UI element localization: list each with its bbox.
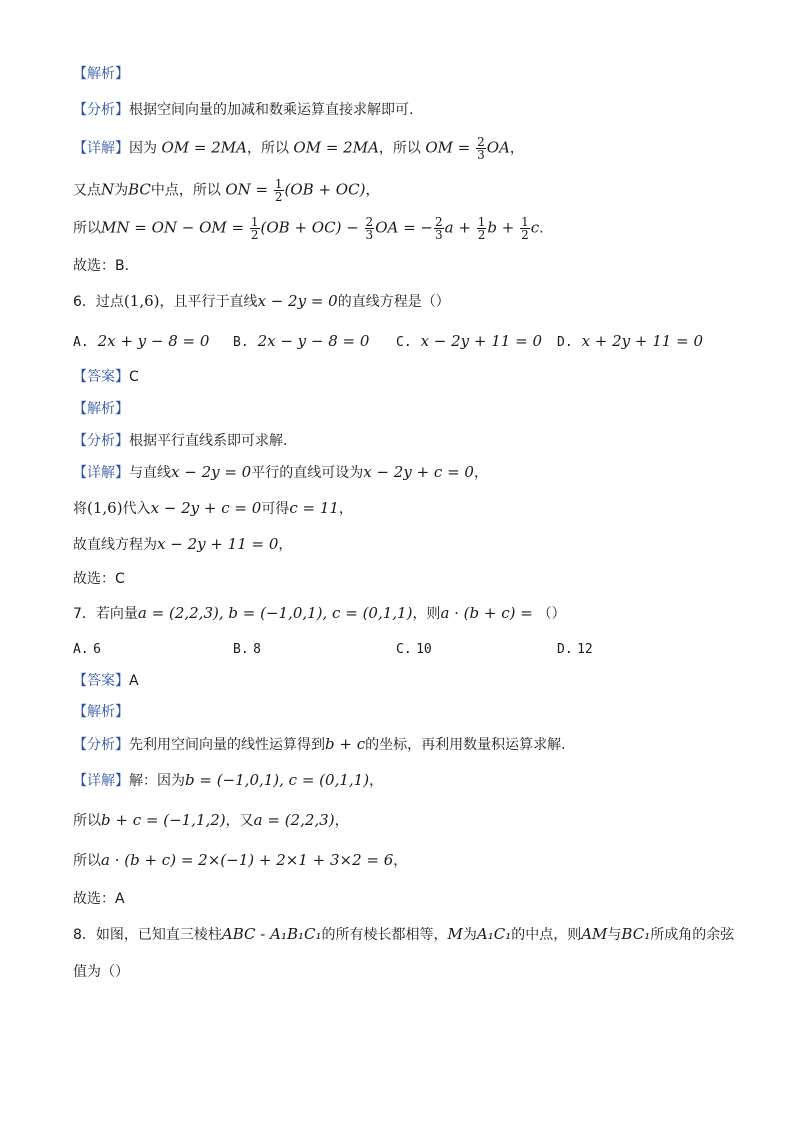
q8-stem-prism: ABC - A₁B₁C₁ <box>221 925 322 943</box>
q5-l1-text-b: ，所以 <box>246 140 289 157</box>
q5-l3-eq-a: MN = ON − OM = <box>101 218 249 237</box>
q7-l3-b: ， <box>393 853 408 869</box>
q5-l1-eq1: OM = 2MA <box>161 138 247 157</box>
q5-l3-eq-b: (OB + OC) − <box>260 218 364 237</box>
q6-l3-eq: x − 2y + 11 = 0 <box>157 535 279 553</box>
q5-detail-line-1 <box>73 136 524 161</box>
q5-l2-text-b: 为 <box>114 182 129 199</box>
q6-answer <box>73 367 139 387</box>
q7-l1-b: ， <box>369 773 384 789</box>
q8-stem-f: 所成角的余弦 <box>650 927 735 943</box>
q6-option-c[interactable] <box>396 331 542 353</box>
q8-stem-line-1 <box>73 924 734 945</box>
q6-l2-pt: (1,6) <box>87 499 123 517</box>
q5-jiexi-tag: 【解析】 <box>73 66 129 82</box>
q5-l1-text-c: ，所以 <box>378 140 421 157</box>
q6-l2-d: ， <box>338 501 353 517</box>
q7-option-a[interactable] <box>73 639 101 660</box>
option-label: B. <box>233 335 249 350</box>
q5-fenxi-text: 根据空间向量的加减和数乘运算直接求解即可. <box>129 102 414 118</box>
q5-l3-end: . <box>539 220 544 237</box>
q5-l2-text-c: 中点，所以 <box>150 182 221 199</box>
q6-option-a[interactable] <box>73 331 209 353</box>
q7-fenxi-line <box>73 734 566 755</box>
q7-answer-value: A <box>129 673 139 689</box>
q7-l2-a: 所以 <box>73 813 101 829</box>
q5-l2-n: N <box>101 180 115 199</box>
option-expr: x + 2y + 11 = 0 <box>581 332 703 350</box>
q6-l2-eq2: c = 11 <box>289 499 339 517</box>
frac-num: 1 <box>477 215 486 229</box>
q7-l2-eq2: a = (2,2,3) <box>253 811 335 829</box>
q5-l3-eq-c: OA = − <box>375 218 433 237</box>
q6-answer-value: C <box>129 369 139 385</box>
option-expr: 8 <box>253 642 261 657</box>
q5-l2-eq: ON = <box>225 180 273 199</box>
q8-stem-b: 的所有棱长都相等， <box>321 927 448 943</box>
frac-num: 1 <box>250 215 259 229</box>
option-label: C. <box>396 642 412 657</box>
q6-answer-tag: 【答案】 <box>73 369 129 385</box>
q6-guxuan: 故选：C <box>73 571 125 587</box>
q6-detail-line-2 <box>73 498 353 519</box>
q6-l1-eq2: x − 2y + c = 0 <box>363 463 474 481</box>
q8-stem-line-2: 值为（） <box>73 964 129 980</box>
q5-l1-text-a: 因为 <box>129 140 157 157</box>
q5-l3-frac5 <box>520 216 530 241</box>
q8-stem-a: 8．如图，已知直三棱柱 <box>73 927 222 943</box>
q8-stem-c: 为 <box>462 927 477 943</box>
q8-stem-am: AM <box>581 925 608 943</box>
frac-den: 3 <box>477 148 485 162</box>
q5-l1-eq3b: OA <box>486 138 510 157</box>
q7-stem-eq2: a · (b + c) = <box>440 604 538 622</box>
option-label: A. <box>73 335 89 350</box>
q6-option-d[interactable] <box>557 331 703 353</box>
q8-stem-d: 的中点，则 <box>511 927 582 943</box>
q7-answer <box>73 671 139 691</box>
q6-stem-c: 的直线方程是（） <box>337 294 450 310</box>
q7-l2-c: ， <box>334 813 349 829</box>
frac-den: 3 <box>365 228 374 242</box>
q7-l2-eq: b + c = (−1,1,2) <box>101 811 226 829</box>
q6-l2-eq: x − 2y + c = 0 <box>150 499 262 517</box>
q6-l1-b: 平行的直线可设为 <box>251 465 364 481</box>
q6-l2-c: 可得 <box>261 501 290 517</box>
q6-fenxi-line <box>73 431 287 451</box>
frac-den: 2 <box>250 228 259 242</box>
q8-stem-a1c1: A₁C₁ <box>476 925 512 943</box>
q5-l3-text-a: 所以 <box>73 220 101 237</box>
q7-fenxi-a: 先利用空间向量的线性运算得到 <box>129 737 325 753</box>
frac-num: 1 <box>274 177 283 191</box>
q7-fenxi-b: 的坐标，再利用数量积运算求解. <box>365 737 566 753</box>
q5-l3-eq-d: a + <box>444 218 476 237</box>
q6-detail-line-3 <box>73 534 292 555</box>
q6-fenxi-tag: 【分析】 <box>73 433 129 449</box>
q5-xiangjie-tag: 【详解】 <box>73 140 129 157</box>
q5-fenxi-line <box>73 100 413 120</box>
q6-stem-b: ，且平行于直线 <box>159 294 258 310</box>
q7-l3-eq: a · (b + c) = 2×(−1) + 2×1 + 3×2 = 6 <box>101 851 394 869</box>
q5-l3-frac4 <box>477 216 487 241</box>
option-expr: 2x + y − 8 = 0 <box>97 332 210 350</box>
q7-option-c[interactable] <box>396 639 432 660</box>
q7-answer-tag: 【答案】 <box>73 673 129 689</box>
q6-xiangjie-tag: 【详解】 <box>73 465 129 481</box>
q5-l2-eq-b: (OB + OC) <box>284 180 366 199</box>
q7-jiexi-tag: 【解析】 <box>73 704 129 720</box>
option-expr: 12 <box>577 642 593 657</box>
q6-l2-a: 将 <box>73 501 87 517</box>
q5-l3-frac1 <box>250 216 260 241</box>
q5-fenxi-tag: 【分析】 <box>73 102 129 118</box>
frac-den: 2 <box>274 190 283 204</box>
option-expr: x − 2y + 11 = 0 <box>420 332 542 350</box>
q7-l2-b: ，又 <box>225 813 254 829</box>
frac-num: 2 <box>477 135 485 149</box>
q6-stem-a: 6．过点 <box>73 294 124 310</box>
q7-xiangjie-tag: 【详解】 <box>73 773 129 789</box>
q7-detail-line-3 <box>73 850 407 871</box>
q5-l2-text-d: ， <box>365 182 380 199</box>
q8-stem-m: M <box>447 925 463 943</box>
q7-l3-a: 所以 <box>73 853 101 869</box>
q6-stem-line: x − 2y = 0 <box>257 292 338 310</box>
frac-den: 3 <box>435 228 443 242</box>
q7-option-d[interactable] <box>557 639 593 660</box>
q5-l2-frac <box>274 178 284 203</box>
q7-l1-eq: b = (−1,0,1), c = (0,1,1) <box>185 771 370 789</box>
q5-guxuan: 故选：B. <box>73 258 130 274</box>
q7-stem-c: （） <box>537 606 566 622</box>
q6-fenxi-text: 根据平行直线系即可求解. <box>129 433 288 449</box>
q6-l3-a: 故直线方程为 <box>73 537 157 553</box>
q5-detail-line-2 <box>73 178 379 203</box>
q5-l1-eq2: OM = 2MA <box>293 138 379 157</box>
q5-l2-bc: BC <box>128 180 151 199</box>
q7-l1-a: 解：因为 <box>129 773 185 789</box>
frac-num: 2 <box>435 215 443 229</box>
q5-l3-frac2 <box>365 216 375 241</box>
option-expr: 2x − y − 8 = 0 <box>257 332 370 350</box>
q6-l1-a: 与直线 <box>129 465 171 481</box>
q5-l1-eq3: OM = <box>425 138 476 157</box>
option-expr: 6 <box>93 642 101 657</box>
q6-option-b[interactable] <box>233 331 369 353</box>
q7-guxuan: 故选：A <box>73 891 125 907</box>
q6-l1-eq: x − 2y = 0 <box>171 463 252 481</box>
option-label: A. <box>73 642 89 657</box>
q7-fenxi-tag: 【分析】 <box>73 737 129 753</box>
q6-l3-b: ， <box>278 537 293 553</box>
q7-detail-line-2 <box>73 810 349 831</box>
q5-l3-eq-e: b + <box>487 218 520 237</box>
q7-option-b[interactable] <box>233 639 261 660</box>
option-label: D. <box>557 335 573 350</box>
q7-stem <box>73 603 566 624</box>
frac-num: 1 <box>521 215 529 229</box>
q6-detail-line-1 <box>73 462 488 483</box>
frac-den: 2 <box>477 228 486 242</box>
q5-l3-frac3 <box>434 216 444 241</box>
q7-fenxi-eq: b + c <box>325 735 366 753</box>
q7-stem-a: 7．若向量 <box>73 606 138 622</box>
q6-l2-b: 代入 <box>122 501 151 517</box>
option-label: C. <box>396 335 412 350</box>
q5-l1-text-d: ， <box>509 140 524 157</box>
option-label: D. <box>557 642 573 657</box>
q7-stem-b: ，则 <box>412 606 441 622</box>
q5-detail-line-3 <box>73 216 544 241</box>
frac-den: 2 <box>521 228 529 242</box>
q5-l3-eq-f: c <box>530 218 540 237</box>
q6-l1-c: ， <box>473 465 488 481</box>
q6-stem <box>73 291 450 312</box>
q5-l1-frac <box>476 136 486 161</box>
q8-stem-bc1: BC₁ <box>621 925 651 943</box>
q7-stem-eq: a = (2,2,3), b = (−1,0,1), c = (0,1,1) <box>137 604 413 622</box>
option-expr: 10 <box>416 642 432 657</box>
q6-jiexi-tag: 【解析】 <box>73 401 129 417</box>
q6-stem-pt: (1,6) <box>123 292 160 310</box>
option-label: B. <box>233 642 249 657</box>
q8-stem-e: 与 <box>607 927 622 943</box>
q7-detail-line-1 <box>73 770 383 791</box>
q5-l2-text-a: 又点 <box>73 182 101 199</box>
frac-num: 2 <box>365 215 374 229</box>
